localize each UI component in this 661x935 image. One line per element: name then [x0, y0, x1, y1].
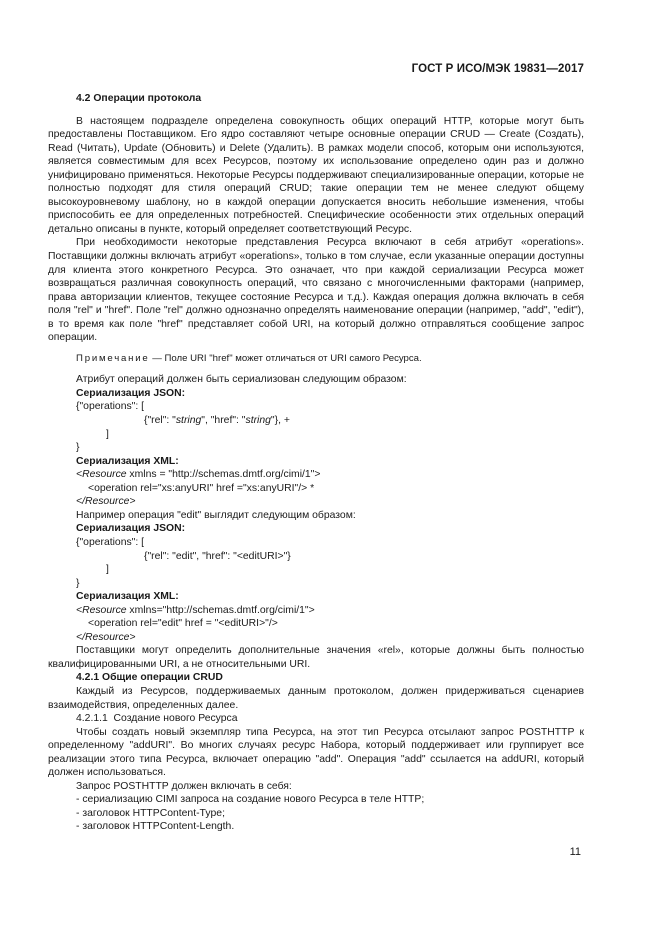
paragraph: Например операция "edit" выглядит следующим образом: — [76, 509, 356, 521]
note — [48, 352, 584, 366]
code-line: <operation rel="edit" href = "<editURI>"/> — [88, 618, 278, 630]
page-number: 11 — [569, 846, 581, 858]
code-line: ] — [106, 428, 109, 440]
code-line: {"operations": [ — [76, 401, 145, 413]
code-line: } — [76, 577, 80, 589]
note-text: — Поле URI "href" может отличаться от URI самого Ресурса. — [149, 352, 422, 364]
code-line: ] — [106, 564, 109, 576]
subsection-heading: 4.2.1.1 Создание нового Ресурса — [76, 713, 238, 725]
list-item: - сериализацию CIMI запроса на создание нового Ресурса в теле HTTP; — [76, 794, 425, 806]
code-line: {"rel": "edit", "href": "<editURI>"} — [144, 550, 291, 562]
page-body — [48, 92, 584, 834]
section-heading-4-2: 4.2 Операции протокола — [76, 93, 202, 104]
section-heading-4-2-1: 4.2.1 Общие операции CRUD — [76, 672, 223, 684]
code-line: </Resource> — [76, 631, 136, 643]
json-label: Сериализация JSON: — [76, 523, 186, 535]
xml-label: Сериализация XML: — [76, 455, 179, 467]
paragraph: Атрибут операций должен быть сериализован следующим образом: — [76, 374, 407, 386]
paragraph: Чтобы создать новый экземпляр типа Ресурса, на этот тип Ресурса отсылают запрос POSTHTTP к определенному "addURI". Во многих случаях ресурс Набора, который поддерживает или группирует все реализации этого типа Ресурса, включает операцию "add". Операция "add" ссылается на addURI, который должен использоваться. — [48, 726, 584, 779]
paragraph: Поставщики могут определить дополнительные значения «rel», которые должны быть полностью квалифицированными URI, а не относительными URI. — [48, 645, 584, 670]
standard-header: ГОСТ Р ИСО/МЭК 19831—2017 — [411, 63, 584, 75]
list-item: - заголовок HTTPContent-Type; — [76, 807, 225, 819]
paragraph: Каждый из Ресурсов, поддерживаемых данным протоколом, должен придерживаться сценариев взаимодействия, определенных далее. — [48, 685, 584, 711]
list-item: - заголовок HTTPContent-Length. — [76, 821, 235, 833]
json-label: Сериализация JSON: — [76, 387, 186, 399]
code-line: </Resource> — [76, 496, 136, 508]
paragraph: В настоящем подразделе определена совокупность общих операций HTTP, которые могут быть предоставлены Поставщиком. Его ядро составляют четыре основные операции CRUD — Create (Создать), Read (Читать), Update (Обновить) и Delete (Удалить). В рамках модели способ, которым они используются, является совместимым для всех Ресурсов, поэтому их использование определено один раз и должно унифицировано применяться. Некоторые Ресурсы поддерживают специализированные операции, которые не полностью подходят для стиля операций CRUD; такие операции тем не менее следуют общему высокоуровневому шаблону, но в каждой операции допускается вносить небольшие изменения, чтобы приспособить ее для определенных потребностей. Специфические особенности этих отдельных операций детально описаны в пункте, который определяет соответствующий Ресурс. — [48, 115, 584, 235]
code-line: <Resource xmlns="http://schemas.dmtf.org/cimi/1"> — [76, 604, 315, 616]
code-line: <operation rel="xs:anyURI" href ="xs:anyURI"/> * — [88, 482, 315, 494]
note-label: Примечание — [76, 352, 150, 364]
code-line: {"operations": [ — [76, 536, 145, 548]
code-line: {"rel": "string", "href": "string"}, + — [144, 415, 290, 427]
code-line: } — [76, 442, 80, 454]
paragraph: Запрос POSTHTTP должен включать в себя: — [76, 780, 292, 792]
code-line: <Resource xmlns = "http://schemas.dmtf.org/cimi/1"> — [76, 469, 321, 481]
paragraph: При необходимости некоторые представления Ресурса включают в себя атрибут «operations». Поставщики должны включать атрибут «operations», только в том случае, если указанные операции доступны для клиента этого конкретного Ресурса. Это означает, что при каждой сериализации Ресурса может возвращаться различная совокупность операций, что связано с многочисленными факторами (например, права авторизации клиентов, текущее состояние Ресурса и т.д.). Каждая операция должна включать в себя поля "rel" и "href". Поле "rel" должно однозначно определять наименование операции (например, "add", "edit"), в то время как поле "href" представляет собой URI, на который должно отправляться сообщение запрос операции. — [48, 237, 584, 344]
xml-label: Сериализация XML: — [76, 591, 179, 603]
